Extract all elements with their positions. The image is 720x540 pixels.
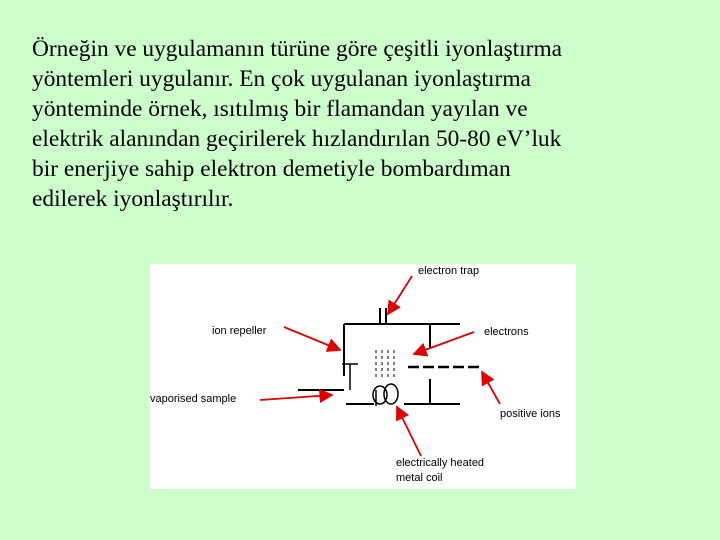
paragraph-line: yöntemleri uygulanır. En çok uygulanan iyonlaştırma [32, 66, 531, 92]
arrow-electrons [414, 332, 474, 354]
label-positive-ions: positive ions [500, 408, 561, 420]
arrow-ion-repeller [284, 327, 340, 350]
arrow-positive-ions [482, 372, 500, 404]
label-ion-repeller: ion repeller [212, 325, 267, 337]
label-heated-coil-line1: electrically heated [396, 457, 485, 469]
paragraph-line: yönteminde örnek, ısıtılmış bir flamandan yayılan ve [32, 96, 528, 122]
label-electron-trap: electron trap [418, 265, 480, 277]
ionization-diagram [150, 264, 576, 489]
ion-source-chamber [298, 308, 460, 404]
ionization-diagram-svg [150, 264, 576, 489]
paragraph-line: edilerek iyonlaştırılır. [32, 186, 234, 212]
label-heated-coil-line2: metal coil [396, 472, 443, 484]
label-electrons: electrons [484, 326, 529, 338]
label-vaporised-sample: vaporised sample [150, 393, 237, 405]
paragraph-line: elektrik alanından geçirilerek hızlandırılan 50-80 eV’luk [32, 126, 562, 152]
arrow-electron-trap [388, 276, 412, 314]
arrow-vaporised-sample [260, 395, 332, 400]
paragraph-line: bir enerjiye sahip elektron demetiyle bombardıman [32, 156, 511, 182]
electron-beam [376, 350, 394, 380]
heated-coil [373, 384, 398, 406]
body-paragraph [32, 34, 692, 214]
paragraph-line: Örneğin ve uygulamanın türüne göre çeşitli iyonlaştırma [32, 36, 563, 62]
arrow-heated-coil [397, 407, 421, 456]
